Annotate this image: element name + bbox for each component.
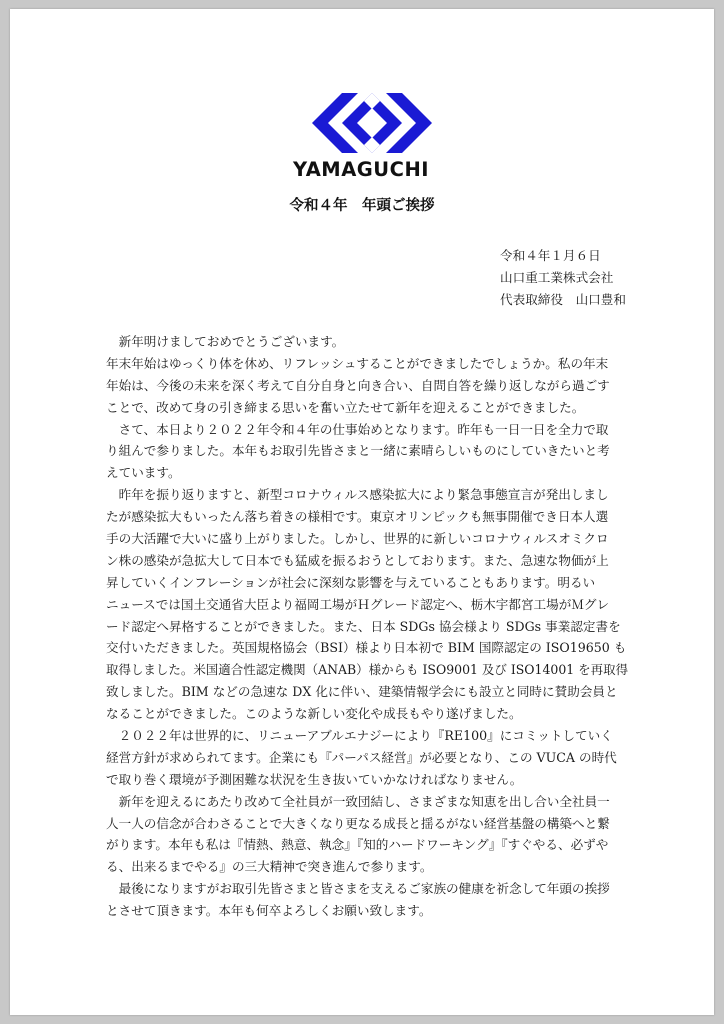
body-line: えています。 xyxy=(106,465,181,481)
body-line: 取得しました。米国適合性認定機関（ANAB）様からも ISO9001 及び ISO14001 を再取得 xyxy=(106,662,629,678)
body-line: 新年を迎えるにあたり改めて全社員が一致団結し、さまざまな知恵を出し合い全社員一 xyxy=(106,793,610,809)
body-line: さて、本日より２０２２年令和４年の仕事始めとなります。昨年も一日一日を全力で取 xyxy=(106,421,609,437)
letter-body xyxy=(106,331,628,922)
body-line: 昇していくインフレーションが社会に深刻な影響を与えていることもあります。明るい xyxy=(106,574,596,590)
sender-block xyxy=(500,245,626,311)
logo-text: YAMAGUCHI xyxy=(292,158,430,181)
body-line: がります。本年も私は『情熱、熱意、執念』『知的ハードワーキング』『すぐやる、必ずや xyxy=(106,837,609,853)
company-name: 山口重工業株式会社 xyxy=(500,270,614,285)
body-line: ニュースでは国土交通省大臣より福岡工場がＨグレード認定へ、栃木宇都宮工場がＭグレ xyxy=(106,596,610,612)
body-line: 致しました。BIM などの急速な DX 化に伴い、建築情報学会にも設立と同時に賛助会員と xyxy=(106,684,618,700)
body-line: ことで、改めて身の引き締まる思いを奮い立たせて新年を迎えることができました。 xyxy=(106,399,585,415)
letter-date: 令和４年１月６日 xyxy=(500,248,601,263)
body-line: 経営方針が求められてます。企業にも『パーパス経営』が必要となり、この VUCA の時代 xyxy=(106,749,617,765)
body-line: 年末年始はゆっくり体を休め、リフレッシュすることができましたでしょうか。私の年末 xyxy=(106,355,609,371)
body-line: る、出来るまでやる』の三大精神で突き進んで参ります。 xyxy=(106,859,433,875)
body-line: で取り巻く環境が予測困難な状況を生き抜いていかなければなりません。 xyxy=(106,771,523,787)
letter-page xyxy=(10,9,714,1015)
body-line: ード認定へ昇格することができました。また、日本 SDGs 協会様より SDGs 事業認定書を xyxy=(106,618,621,634)
body-line: り組んで参りました。本年もお取引先皆さまと一緒に素晴らしいものにしていきたいと考 xyxy=(106,443,610,459)
body-line: たが感染拡大もいったん落ち着きの様相です。東京オリンピックも無事開催でき日本人選 xyxy=(106,509,609,525)
body-line: 昨年を振り返りますと、新型コロナウィルス感染拡大により緊急事態宣言が発出しまし xyxy=(106,487,609,503)
body-line: 新年明けましておめでとうございます。 xyxy=(106,334,345,349)
body-line: ン株の感染が急拡大して日本でも猛威を振るおうとしております。また、急速な物価が上 xyxy=(106,552,609,568)
body-line: とさせて頂きます。本年も何卒よろしくお願い致します。 xyxy=(106,903,432,919)
representative-name: 代表取締役 山口豊和 xyxy=(500,292,626,307)
page-title: 令和４年 年頭ご挨拶 xyxy=(289,198,435,214)
body-line: 交付いただきました。英国規格協会（BSI）様より日本初で BIM 国際認定の ISO19650 も xyxy=(106,640,627,656)
body-line: 手の大活躍で大いに盛り上がりました。しかし、世界的に新しいコロナウィルスオミクロ xyxy=(106,531,609,547)
body-line: 年始は、今後の未来を深く考えて自分自身と向き合い、自問自答を繰り返しながら過ごす xyxy=(106,377,610,393)
body-line: 人一人の信念が合わさることで大きくなり更なる成長と揺るがない経営基盤の構築へと繋 xyxy=(106,815,610,831)
body-line: 最後になりますがお取引先皆さまと皆さまを支えるご家族の健康を祈念して年頭の挨拶 xyxy=(106,881,610,897)
yamaguchi-logo-icon xyxy=(312,93,432,155)
body-line: ２０２２年は世界的に、リニューアブルエナジーにより『RE100』にコミットしていく xyxy=(106,728,613,744)
body-line: なることができました。このような新しい変化や成長もやり遂げました。 xyxy=(106,706,522,722)
